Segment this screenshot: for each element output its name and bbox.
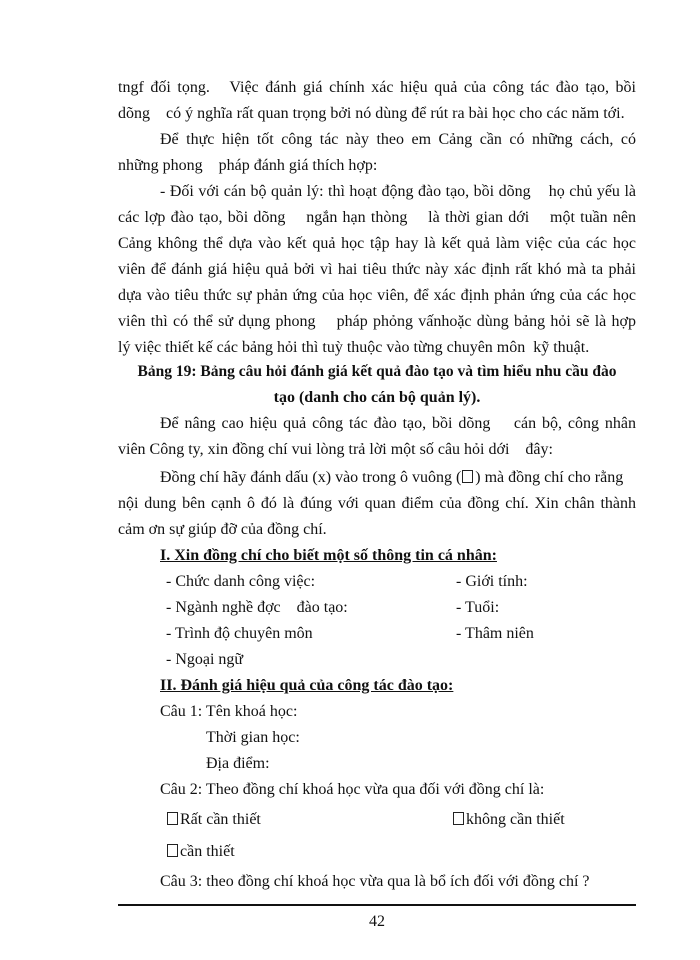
table-title: Bảng 19: Bảng câu hỏi đánh giá kết quả đào tạo và tìm hiểu nhu cầu đào (137, 363, 617, 380)
paragraph-line (160, 468, 636, 488)
paragraph-line: nội dung bên cạnh ô đó là đúng với quan điểm của đồng chí. Xin chân thành (118, 495, 636, 512)
paragraph-line: - Đối với cán bộ quản lý: thì hoạt động đào tạo, bồi dõng họ chủ yếu là (160, 183, 636, 200)
option-very-necessary[interactable]: Rất cần thiết (166, 810, 261, 830)
option-not-necessary[interactable]: không cần thiết (452, 810, 565, 830)
paragraph-line: viên để đánh giá hiệu quả bởi vì hai tiêu thức này xác định rất khó mà ta phải (118, 261, 636, 278)
checkbox-icon[interactable] (167, 812, 178, 825)
option-necessary[interactable]: cần thiết (166, 842, 235, 862)
field-foreign-language: - Ngoại ngữ (166, 651, 244, 668)
question-2: Câu 2: Theo đồng chí khoá học vừa qua đối với đồng chí là: (160, 781, 545, 798)
field-seniority: - Thâm niên (456, 625, 534, 642)
question-3: Câu 3: theo đồng chí khoá học vừa qua là bổ ích đối với đồng chí ? (160, 873, 590, 890)
section2-heading: II. Đánh giá hiệu quả của công tác đào tạo: (160, 677, 454, 694)
section1-heading: I. Xin đồng chí cho biết một số thông tin cá nhân: (160, 547, 497, 564)
paragraph-line: dựa vào tiêu thức sự phản ứng của học viên, để xác định phản ứng của các học (118, 287, 636, 304)
paragraph-line: lý việc thiết kế các bảng hỏi thì tuỳ thuộc vào từng chuyên môn kỹ thuật. (118, 339, 590, 356)
instruction-text-a: Đồng chí hãy đánh dấu (x) vào trong ô vuông ( (160, 469, 462, 486)
paragraph-line: dõng có ý nghĩa rất quan trọng bởi nó dùng để rút ra bài học cho các năm tới. (118, 105, 625, 122)
paragraph-line: Cảng không thể dựa vào kết quả học tập hay là kết quả làm việc của các học (118, 235, 636, 252)
paragraph-line: cảm ơn sự giúp đỡ của đồng chí. (118, 521, 327, 538)
field-age: - Tuổi: (456, 599, 500, 616)
paragraph-line: Để thực hiện tốt công tác này theo em Cảng cần có những cách, có (160, 131, 636, 148)
footer-rule (118, 904, 636, 906)
paragraph-line: tngf đối tọng. Việc đánh giá chính xác hiệu quả của công tác đào tạo, bồi (118, 79, 636, 96)
table-title-line2: tạo (danh cho cán bộ quản lý). (273, 389, 481, 406)
checkbox-icon (462, 470, 473, 483)
field-qualification: - Trình độ chuyên môn (166, 625, 313, 642)
page-number: 42 (369, 913, 385, 930)
question-1-time: Thời gian học: (206, 729, 300, 746)
question-1-place: Địa điểm: (206, 755, 270, 772)
paragraph-line: các lợp đào tạo, bồi dõng ngắn hạn thòng là thời gian dới một tuần nên (118, 209, 636, 226)
instruction-text-b: ) mà đồng chí cho rằng (475, 469, 624, 486)
paragraph-line: viên thì có thể sử dụng phong pháp phỏng vấnhoặc dùng bảng hỏi sẽ là hợp (118, 313, 636, 330)
paragraph-line: những phong pháp đánh giá thích hợp: (118, 157, 378, 174)
checkbox-icon[interactable] (453, 812, 464, 825)
field-gender: - Giới tính: (456, 573, 528, 590)
field-training-major: - Ngành nghề đợc đào tạo: (166, 599, 348, 616)
paragraph-line: viên Công ty, xin đồng chí vui lòng trả lời một số câu hỏi dới đây: (118, 441, 553, 458)
question-1: Câu 1: Tên khoá học: (160, 703, 298, 720)
checkbox-icon[interactable] (167, 844, 178, 857)
field-job-title: - Chức danh công việc: (166, 573, 316, 590)
paragraph-line: Để nâng cao hiệu quả công tác đào tạo, bồi dõng cán bộ, công nhân (160, 415, 636, 432)
